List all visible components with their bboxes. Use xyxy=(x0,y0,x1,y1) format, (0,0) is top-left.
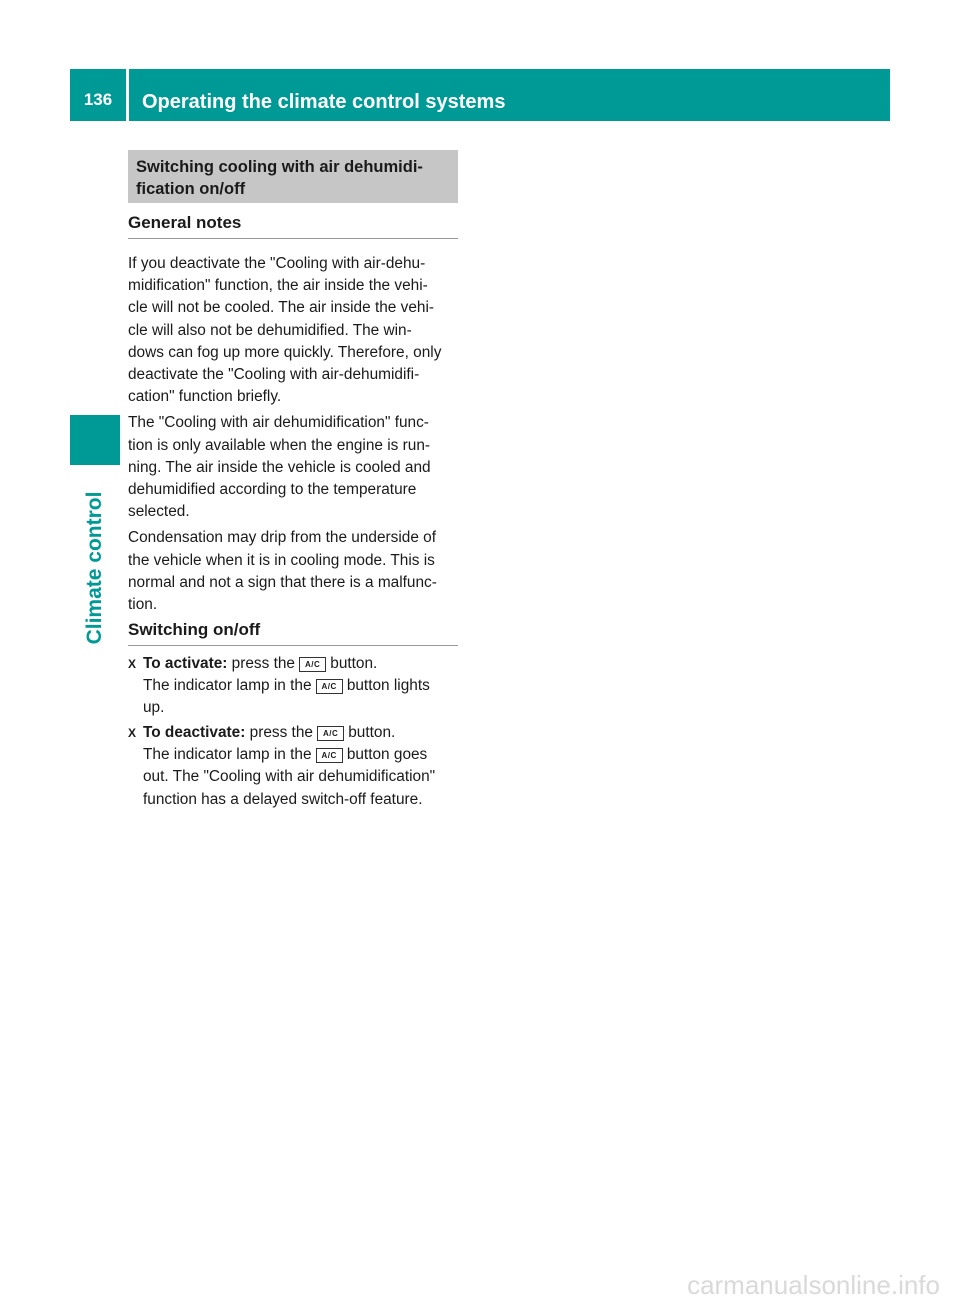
ac-button-icon: A/C xyxy=(316,679,343,694)
ac-button-icon: A/C xyxy=(299,657,326,672)
side-tab-label: Climate control xyxy=(83,491,106,645)
step-text: button lights xyxy=(346,677,430,695)
header-divider xyxy=(126,69,129,121)
text-line: The "Cooling with air dehumidification" func- xyxy=(128,414,429,432)
paragraph xyxy=(128,527,463,616)
step-text: button goes xyxy=(346,746,428,764)
text-line xyxy=(143,722,463,744)
text-line: midification" function, the air inside the vehi- xyxy=(128,277,428,295)
step-text: The indicator lamp in the xyxy=(143,677,312,695)
text-line: deactivate the "Cooling with air-dehumidifi- xyxy=(128,366,420,384)
page-number: 136 xyxy=(83,90,113,109)
section-title-line: fication on/off xyxy=(136,180,246,198)
text-line: tion is only available when the engine is run- xyxy=(128,436,431,454)
text-line xyxy=(143,744,463,766)
paragraph xyxy=(128,412,463,523)
text-line: Condensation may drip from the underside of xyxy=(128,529,436,547)
step-content xyxy=(143,722,463,811)
ac-button-icon: A/C xyxy=(317,726,344,741)
switching-heading: Switching on/off xyxy=(128,619,458,646)
text-line xyxy=(143,675,463,697)
side-tab-marker xyxy=(70,415,120,465)
step-text: button. xyxy=(330,655,378,672)
text-line: cation" function briefly. xyxy=(128,388,282,406)
step-text: The indicator lamp in the xyxy=(143,746,312,764)
text-line: function has a delayed switch-off feature. xyxy=(143,790,423,808)
step-marker-icon: X xyxy=(128,726,137,740)
general-notes-heading: General notes xyxy=(128,212,458,239)
general-notes-body xyxy=(128,253,463,620)
ac-button-icon: A/C xyxy=(316,748,343,763)
step-label: To activate: xyxy=(143,655,228,672)
text-line: ning. The air inside the vehicle is cooled and xyxy=(128,458,431,476)
text-line: out. The "Cooling with air dehumidification" xyxy=(143,768,436,786)
section-title xyxy=(128,150,458,203)
step-text: button. xyxy=(348,724,396,741)
step-marker-icon: X xyxy=(128,657,137,671)
page-title: Operating the climate control systems xyxy=(142,91,506,113)
text-line: cle will also not be dehumidified. The win- xyxy=(128,321,412,339)
paragraph xyxy=(128,253,463,408)
text-line: If you deactivate the "Cooling with air-dehu- xyxy=(128,255,426,272)
step-text: press the xyxy=(231,655,295,672)
text-line: tion. xyxy=(128,596,158,614)
text-line: cle will not be cooled. The air inside the vehi- xyxy=(128,299,434,317)
watermark: carmanualsonline.info xyxy=(687,1270,940,1300)
text-line: dehumidified according to the temperature xyxy=(128,481,417,499)
step-text: press the xyxy=(249,724,313,741)
step-activate xyxy=(128,653,463,720)
step-label: To deactivate: xyxy=(143,724,246,741)
text-line: up. xyxy=(143,699,165,717)
text-line: selected. xyxy=(128,503,190,521)
text-line: dows can fog up more quickly. Therefore, only xyxy=(128,343,442,361)
section-title-line: Switching cooling with air dehumidi- xyxy=(136,158,423,176)
text-line: the vehicle when it is in cooling mode. This is xyxy=(128,551,435,569)
text-line: normal and not a sign that there is a malfunc- xyxy=(128,573,437,591)
step-deactivate xyxy=(128,722,463,811)
text-line xyxy=(143,653,463,675)
step-content xyxy=(143,653,463,720)
